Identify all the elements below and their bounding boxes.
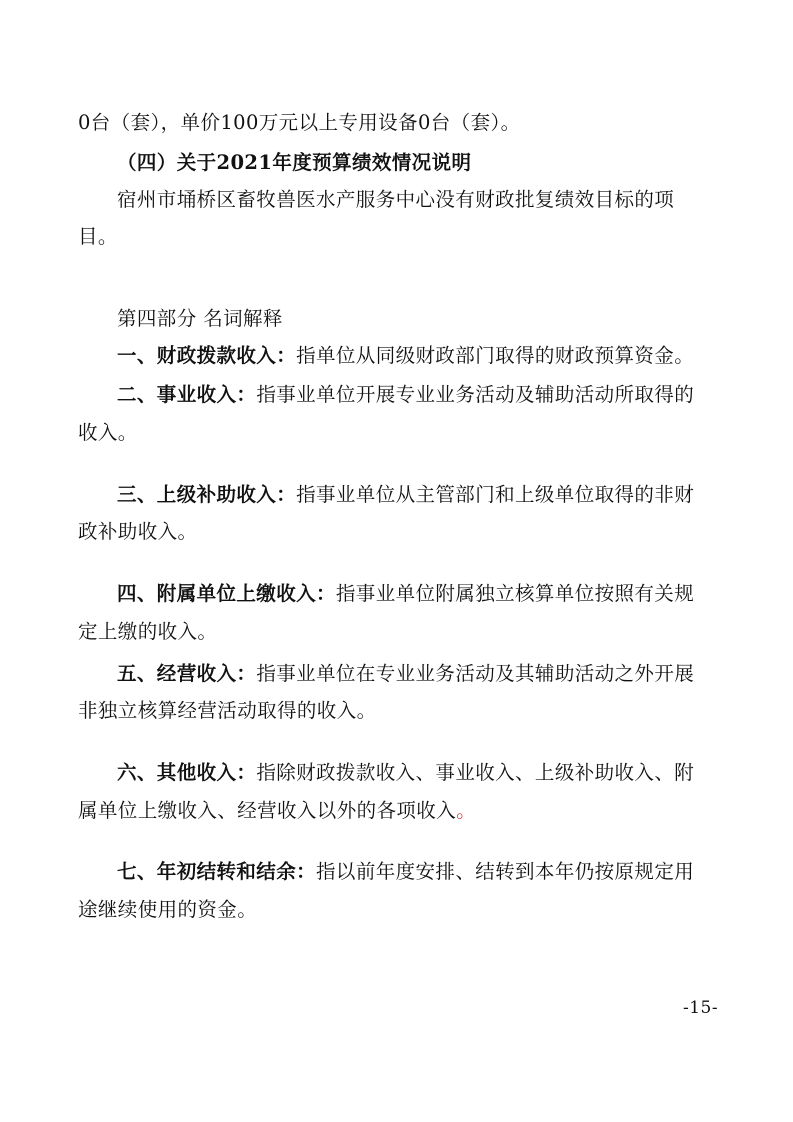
section-heading: （四）关于2021年度预算绩效情况说明	[117, 151, 472, 174]
paragraph-line: 收入。	[78, 421, 138, 444]
term-heading: 三、上级补助收入：	[117, 483, 297, 506]
red-period: 。	[456, 799, 477, 822]
term-body: 指事业单位在专业业务活动及其辅助活动之外开展	[256, 662, 695, 685]
term-body: 指以前年度安排、结转到本年仍按原规定用	[316, 860, 695, 883]
term-body: 指事业单位从主管部门和上级单位取得的非财	[296, 483, 695, 506]
term-definition-5	[117, 662, 694, 686]
paragraph-line: 政补助收入。	[78, 520, 198, 543]
term-body: 指事业单位附属独立核算单位按照有关规	[335, 582, 695, 605]
term-definition-2	[117, 383, 694, 407]
term-heading: 一、财政拨款收入：	[117, 344, 297, 367]
term-heading: 四、附属单位上缴收入：	[117, 582, 336, 605]
paragraph-line: 非独立核算经营活动取得的收入。	[78, 699, 377, 722]
page-number: -15-	[683, 998, 719, 1018]
term-body: 指单位从同级财政部门取得的财政预算资金。	[296, 344, 695, 367]
term-definition-7	[117, 860, 694, 884]
paragraph-line: 宿州市埇桥区畜牧兽医水产服务中心没有财政批复绩效目标的项	[117, 188, 675, 211]
term-heading: 二、事业收入：	[117, 383, 257, 406]
paragraph-line: 途继续使用的资金。	[78, 898, 258, 921]
term-body: 指事业单位开展专业业务活动及辅助活动所取得的	[256, 383, 695, 406]
part-title: 第四部分 名词解释	[117, 307, 283, 330]
term-definition-3	[117, 483, 694, 507]
paragraph-line: 定上缴的收入。	[78, 620, 218, 643]
term-heading: 六、其他收入：	[117, 761, 257, 784]
term-definition-6	[117, 761, 694, 785]
paragraph-line: 0台（套），单价100万元以上专用设备0台（套）。	[78, 111, 521, 134]
term-heading: 七、年初结转和结余：	[117, 860, 317, 883]
paragraph-line: 目。	[78, 225, 118, 248]
term-heading: 五、经营收入：	[117, 662, 257, 685]
term-definition-4	[117, 582, 694, 606]
term-body-cont: 属单位上缴收入、经营收入以外的各项收入	[78, 799, 457, 822]
paragraph-line	[78, 799, 476, 823]
term-body: 指除财政拨款收入、事业收入、上级补助收入、附	[256, 761, 695, 784]
term-definition-1	[117, 344, 694, 368]
